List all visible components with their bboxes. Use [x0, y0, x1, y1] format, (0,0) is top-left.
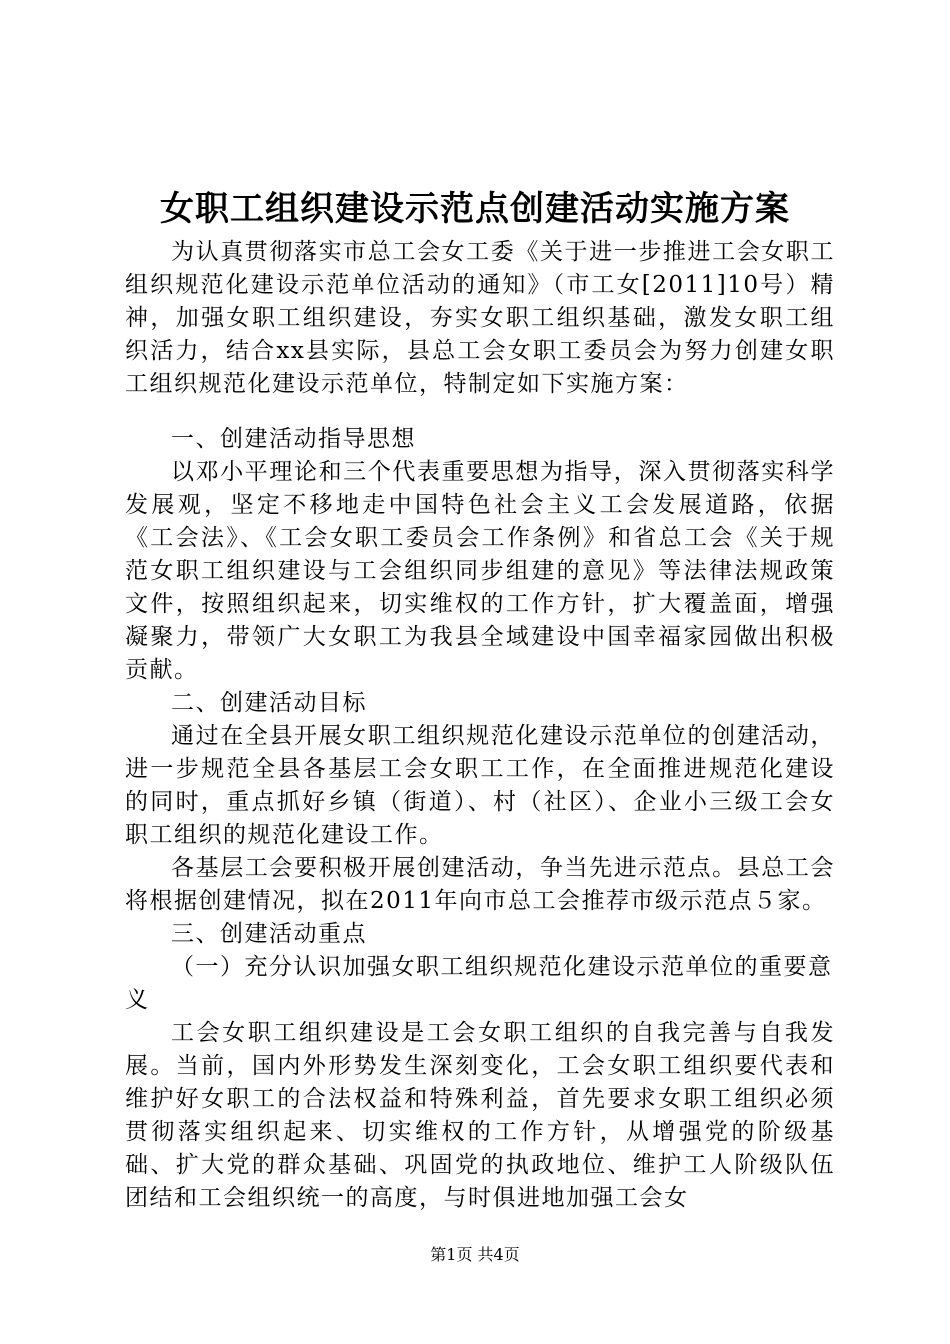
page-footer: 第1页 共4页 — [430, 1245, 520, 1264]
document-title: 女职工组织建设示范点创建活动实施方案 — [160, 189, 790, 229]
section-2-paragraph-2: 各基层工会要积极开展创建活动，争当先进示范点。县总工会将根据创建情况，拟在2011年向市总工会推荐市级示范点５家。 — [125, 855, 835, 914]
section-1-heading: 一、创建活动指导思想 — [171, 426, 416, 452]
section-2-paragraph-1: 通过在全县开展女职工组织规范化建设示范单位的创建活动，进一步规范全县各基层工会女职工工作，在全面推进规范化建设的同时，重点抓好乡镇（街道）、村（社区）、企业小三级工会女职工组织的规范化建设工作。 — [125, 723, 835, 848]
section-3-sub-heading: （一）充分认识加强女职工组织规范化建设示范单位的重要意义 — [125, 954, 833, 1013]
intro-paragraph: 为认真贯彻落实市总工会女工委《关于进一步推进工会女职工组织规范化建设示范单位活动的通知》（市工女[2011]10号）精神，加强女职工组织建设，夯实女职工组织基础，激发女职工组织活力，结合xx县实际，县总工会女职工委员会为努力创建女职工组织规范化建设示范单位，特制定如下实施方案： — [125, 239, 835, 397]
document-body — [125, 236, 835, 1215]
section-2-heading: 二、创建活动目标 — [171, 690, 367, 716]
section-1-paragraph-1: 以邓小平理论和三个代表重要思想为指导，深入贯彻落实科学发展观，坚定不移地走中国特色社会主义工会发展道路，依据《工会法》、《工会女职工委员会工作条例》和省总工会《关于规范女职工组织建设与工会组织同步组建的意见》等法律法规政策文件，按照组织起来，切实维权的工作方针，扩大覆盖面，增强凝聚力，带领广大女职工为我县全域建设中国幸福家园做出积极贡献。 — [125, 459, 835, 683]
section-3-paragraph-1: 工会女职工组织建设是工会女职工组织的自我完善与自我发展。当前，国内外形势发生深刻变化，工会女职工组织要代表和维护好女职工的合法权益和特殊利益，首先要求女职工组织必须贯彻落实组织起来、切实维权的工作方针，从增强党的阶级基础、扩大党的群众基础、巩固党的执政地位、维护工人阶级队伍团结和工会组织统一的高度，与时俱进地加强工会女 — [125, 1020, 835, 1211]
section-3-heading: 三、创建活动重点 — [171, 921, 367, 947]
